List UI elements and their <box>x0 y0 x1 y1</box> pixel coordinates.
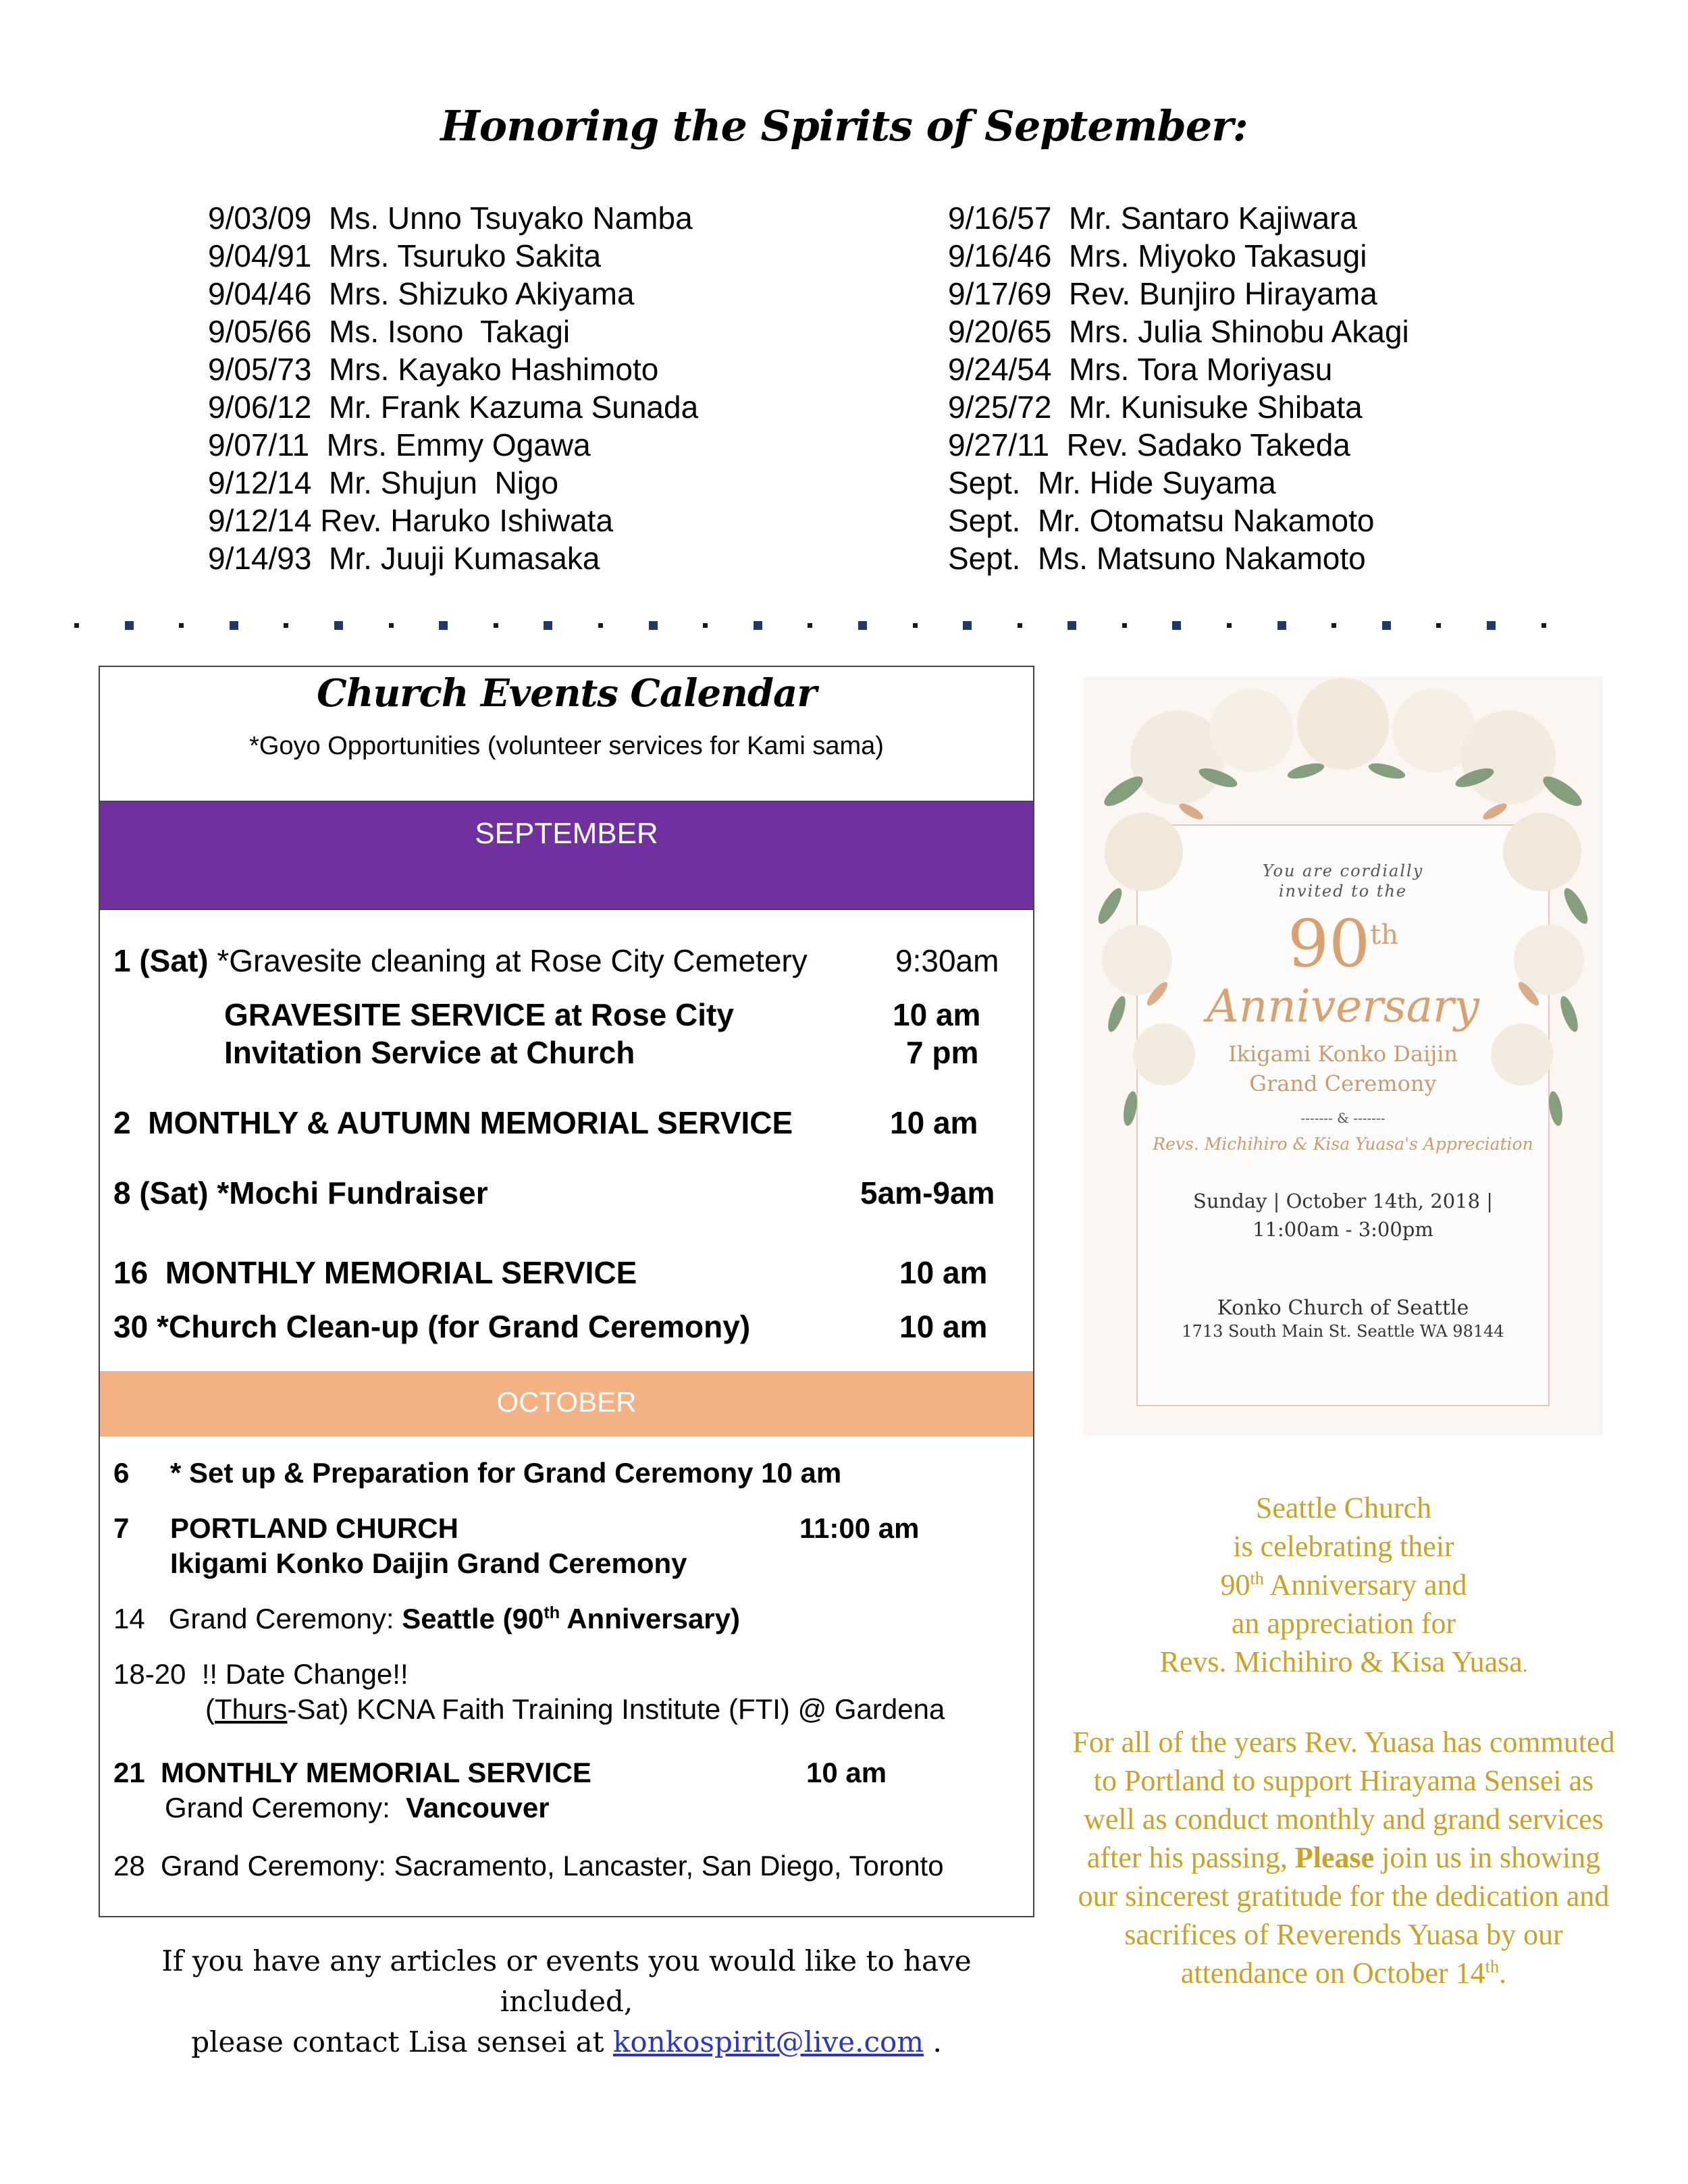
event-time: 10 am <box>893 997 981 1032</box>
invitation-text: Ikigami Konko Daijin <box>1228 1041 1458 1067</box>
divider-dot <box>389 623 394 628</box>
september-label: SEPTEMBER <box>475 817 658 850</box>
divider-dot <box>754 621 762 630</box>
memorial-entry: 9/07/11 Mrs. Emmy Ogawa <box>208 427 591 462</box>
event-time: 7 pm <box>906 1035 979 1070</box>
note-paragraph: For all of the years Rev. Yuasa has commuted to Portland to support Hirayama Sensei as well as conduct monthly and grand services after his passing, Please join us in showing our sincerest gratitude for the dedication and sacrifices of Reverends Yuasa by our attendance on October 14th. <box>1072 1726 1615 1990</box>
invitation-image <box>1083 676 1603 1435</box>
footer-contact <box>99 1941 1034 2062</box>
memorial-entry: 9/06/12 Mr. Frank Kazuma Sunada <box>208 390 699 425</box>
memorial-entry: 9/12/14 Mr. Shujun Nigo <box>208 465 559 500</box>
event-text: Grand Ceremony: <box>168 1603 394 1634</box>
divider-dot <box>1172 621 1181 630</box>
event-text: Thurs <box>215 1693 288 1725</box>
memorial-entry: 9/05/73 Mrs. Kayako Hashimoto <box>208 352 659 387</box>
invitation-date: Sunday | October 14th, 2018 | <box>1192 1190 1494 1213</box>
divider-dot <box>1277 621 1286 630</box>
event-oct-14 <box>113 1603 740 1635</box>
memorial-entry: 9/05/66 Ms. Isono Takagi <box>208 314 571 349</box>
event-sep-30: 30 *Church Clean-up (for Grand Ceremony) <box>113 1309 751 1344</box>
divider-dot <box>74 623 79 628</box>
divider-dot <box>1487 621 1496 630</box>
divider-dot <box>1018 623 1022 628</box>
event-oct-6-day: 6 <box>113 1457 130 1489</box>
event-oct-21-detail <box>165 1792 550 1824</box>
divider-dot <box>1382 621 1391 630</box>
invitation-text: Grand Ceremony <box>1249 1071 1437 1096</box>
event-time: 9:30am <box>895 943 999 978</box>
event-time: 10 am <box>806 1757 887 1788</box>
invitation-church: Konko Church of Seattle <box>1217 1296 1469 1320</box>
event-time: 10 am <box>899 1255 988 1290</box>
event-text: Invitation Service at Church <box>224 1035 635 1070</box>
note-line: Seattle Church <box>1255 1491 1432 1524</box>
event-day: 18-20 <box>113 1658 186 1690</box>
divider-dot <box>1436 623 1441 628</box>
divider-dot <box>963 621 972 630</box>
event-text: !! Date Change!! <box>201 1658 408 1690</box>
event-oct-18 <box>113 1658 408 1690</box>
divider-dot <box>1067 621 1076 630</box>
note-line: an appreciation for <box>1231 1607 1456 1640</box>
footer-text: . <box>924 2025 942 2058</box>
event-sep-8: 8 (Sat) *Mochi Fundraiser <box>113 1175 488 1210</box>
invitation-text: You are cordially <box>1262 861 1424 880</box>
events-calendar <box>99 666 1034 1917</box>
note-emphasis: Please <box>1294 1841 1375 1874</box>
calendar-title: Church Events Calendar <box>317 671 816 716</box>
memorial-entry: 9/25/72 Mr. Kunisuke Shibata <box>948 390 1363 425</box>
event-sep-1 <box>113 942 808 979</box>
memorial-entry: 9/04/46 Mrs. Shizuko Akiyama <box>208 276 635 311</box>
memorial-entry: 9/12/14 Rev. Haruko Ishiwata <box>208 503 614 538</box>
divider-dot <box>125 621 134 630</box>
invitation-text: Revs. Michihiro & Kisa Yuasa's Appreciation <box>1153 1134 1533 1154</box>
memorial-entry: 9/03/09 Ms. Unno Tsuyako Namba <box>208 201 693 236</box>
divider-dot <box>230 621 238 630</box>
divider-dot <box>284 623 288 628</box>
divider-dot <box>1227 623 1232 628</box>
october-header <box>100 1371 1033 1437</box>
event-text-bold: Seattle (90 <box>402 1603 544 1634</box>
memorial-entry: Sept. Ms. Matsuno Nakamoto <box>948 541 1366 576</box>
memorial-entry: Sept. Mr. Otomatsu Nakamoto <box>948 503 1375 538</box>
event-text: Ikigami Konko Daijin Grand Ceremony <box>170 1547 687 1579</box>
page-heading: Honoring the Spirits of September: <box>440 101 1248 151</box>
memorial-entry: 9/04/91 Mrs. Tsuruko Sakita <box>208 238 602 273</box>
divider-dot <box>913 623 918 628</box>
event-text: Grand Ceremony: <box>165 1792 390 1823</box>
ordinal-suffix: th <box>1485 1956 1500 1977</box>
event-text-bold: Vancouver <box>406 1792 550 1823</box>
event-oct-28: 28 Grand Ceremony: Sacramento, Lancaster, San Diego, Toronto <box>113 1850 944 1882</box>
ordinal-suffix: th <box>544 1603 560 1622</box>
divider-dot <box>808 623 812 628</box>
divider-dot <box>858 621 867 630</box>
calendar-subtitle: *Goyo Opportunities (volunteer services for Kami sama) <box>249 732 884 760</box>
memorial-list-right <box>948 199 1409 577</box>
event-oct-18-detail: (Thurs-Sat) KCNA Faith Training Institute (FTI) @ Gardena <box>205 1693 945 1725</box>
event-time: 11:00 am <box>799 1512 920 1544</box>
ordinal-suffix: th <box>1250 1568 1264 1589</box>
divider-dot <box>1122 623 1127 628</box>
memorial-entry: 9/17/69 Rev. Bunjiro Hirayama <box>948 276 1377 311</box>
invitation-text: ------- & ------- <box>1300 1110 1386 1126</box>
event-time: 5am-9am <box>860 1175 995 1210</box>
footer-line: If you have any articles or events you would like to have included, <box>161 1944 972 2018</box>
invitation-number: 90th <box>1288 906 1398 982</box>
memorial-entry: 9/16/57 Mr. Santaro Kajiwara <box>948 201 1357 236</box>
event-sep-16: 16 MONTHLY MEMORIAL SERVICE <box>113 1255 637 1290</box>
invitation-text: invited to the <box>1278 882 1408 901</box>
memorial-entry: Sept. Mr. Hide Suyama <box>948 465 1276 500</box>
memorial-list-left <box>208 199 698 577</box>
invitation-anniversary: Anniversary <box>1207 980 1479 1032</box>
footer-text: please contact Lisa sensei at <box>191 2025 604 2058</box>
divider-dot <box>703 623 708 628</box>
memorial-entry: 9/24/54 Mrs. Tora Moriyasu <box>948 352 1333 387</box>
memorial-entry: 9/14/93 Mr. Juuji Kumasaka <box>208 541 600 576</box>
divider-dot <box>1331 623 1336 628</box>
divider-dot <box>1541 623 1546 628</box>
memorial-entry: 9/27/11 Rev. Sadako Takeda <box>948 427 1350 462</box>
note-line: 90th Anniversary and <box>1220 1568 1467 1601</box>
event-day: 14 <box>113 1603 145 1634</box>
email-link[interactable]: konkospirit@live.com <box>612 2025 924 2058</box>
event-sep-2: 2 MONTHLY & AUTUMN MEMORIAL SERVICE <box>113 1105 793 1140</box>
event-text: *Gravesite cleaning at Rose City Cemetery <box>217 943 808 978</box>
divider-dot <box>598 623 603 628</box>
divider-dot <box>439 621 448 630</box>
event-oct-21: 21 MONTHLY MEMORIAL SERVICE <box>113 1757 591 1788</box>
anniversary-note <box>1067 1489 1620 1992</box>
memorial-entry: 9/20/65 Mrs. Julia Shinobu Akagi <box>948 314 1409 349</box>
event-text: GRAVESITE SERVICE at Rose City <box>224 997 734 1032</box>
dotted-divider <box>74 620 1546 631</box>
invitation-address: 1713 South Main St. Seattle WA 98144 <box>1182 1322 1504 1341</box>
event-oct-6: * Set up & Preparation for Grand Ceremony 10 am <box>170 1457 842 1489</box>
note-line: is celebrating their <box>1233 1530 1454 1563</box>
event-time: 10 am <box>899 1309 988 1344</box>
footer-line <box>99 2022 1034 2062</box>
divider-dot <box>334 621 343 630</box>
note-line: Revs. Michihiro & Kisa Yuasa. <box>1159 1645 1528 1678</box>
event-text-bold: Anniversary) <box>560 1603 740 1634</box>
event-oct-7: PORTLAND CHURCH <box>170 1512 458 1544</box>
event-time: 10 am <box>890 1105 978 1140</box>
divider-dot <box>544 621 552 630</box>
september-header <box>100 801 1033 910</box>
memorial-entry: 9/16/46 Mrs. Miyoko Takasugi <box>948 238 1367 273</box>
divider-dot <box>649 621 658 630</box>
divider-dot <box>179 623 184 628</box>
event-text: -Sat) KCNA Faith Training Institute (FTI) @ Gardena <box>287 1693 945 1725</box>
event-day: 1 (Sat) <box>113 943 209 978</box>
invitation-time: 11:00am - 3:00pm <box>1252 1218 1433 1241</box>
october-label: OCTOBER <box>496 1386 637 1418</box>
event-oct-7-day: 7 <box>113 1512 130 1544</box>
divider-dot <box>494 623 498 628</box>
